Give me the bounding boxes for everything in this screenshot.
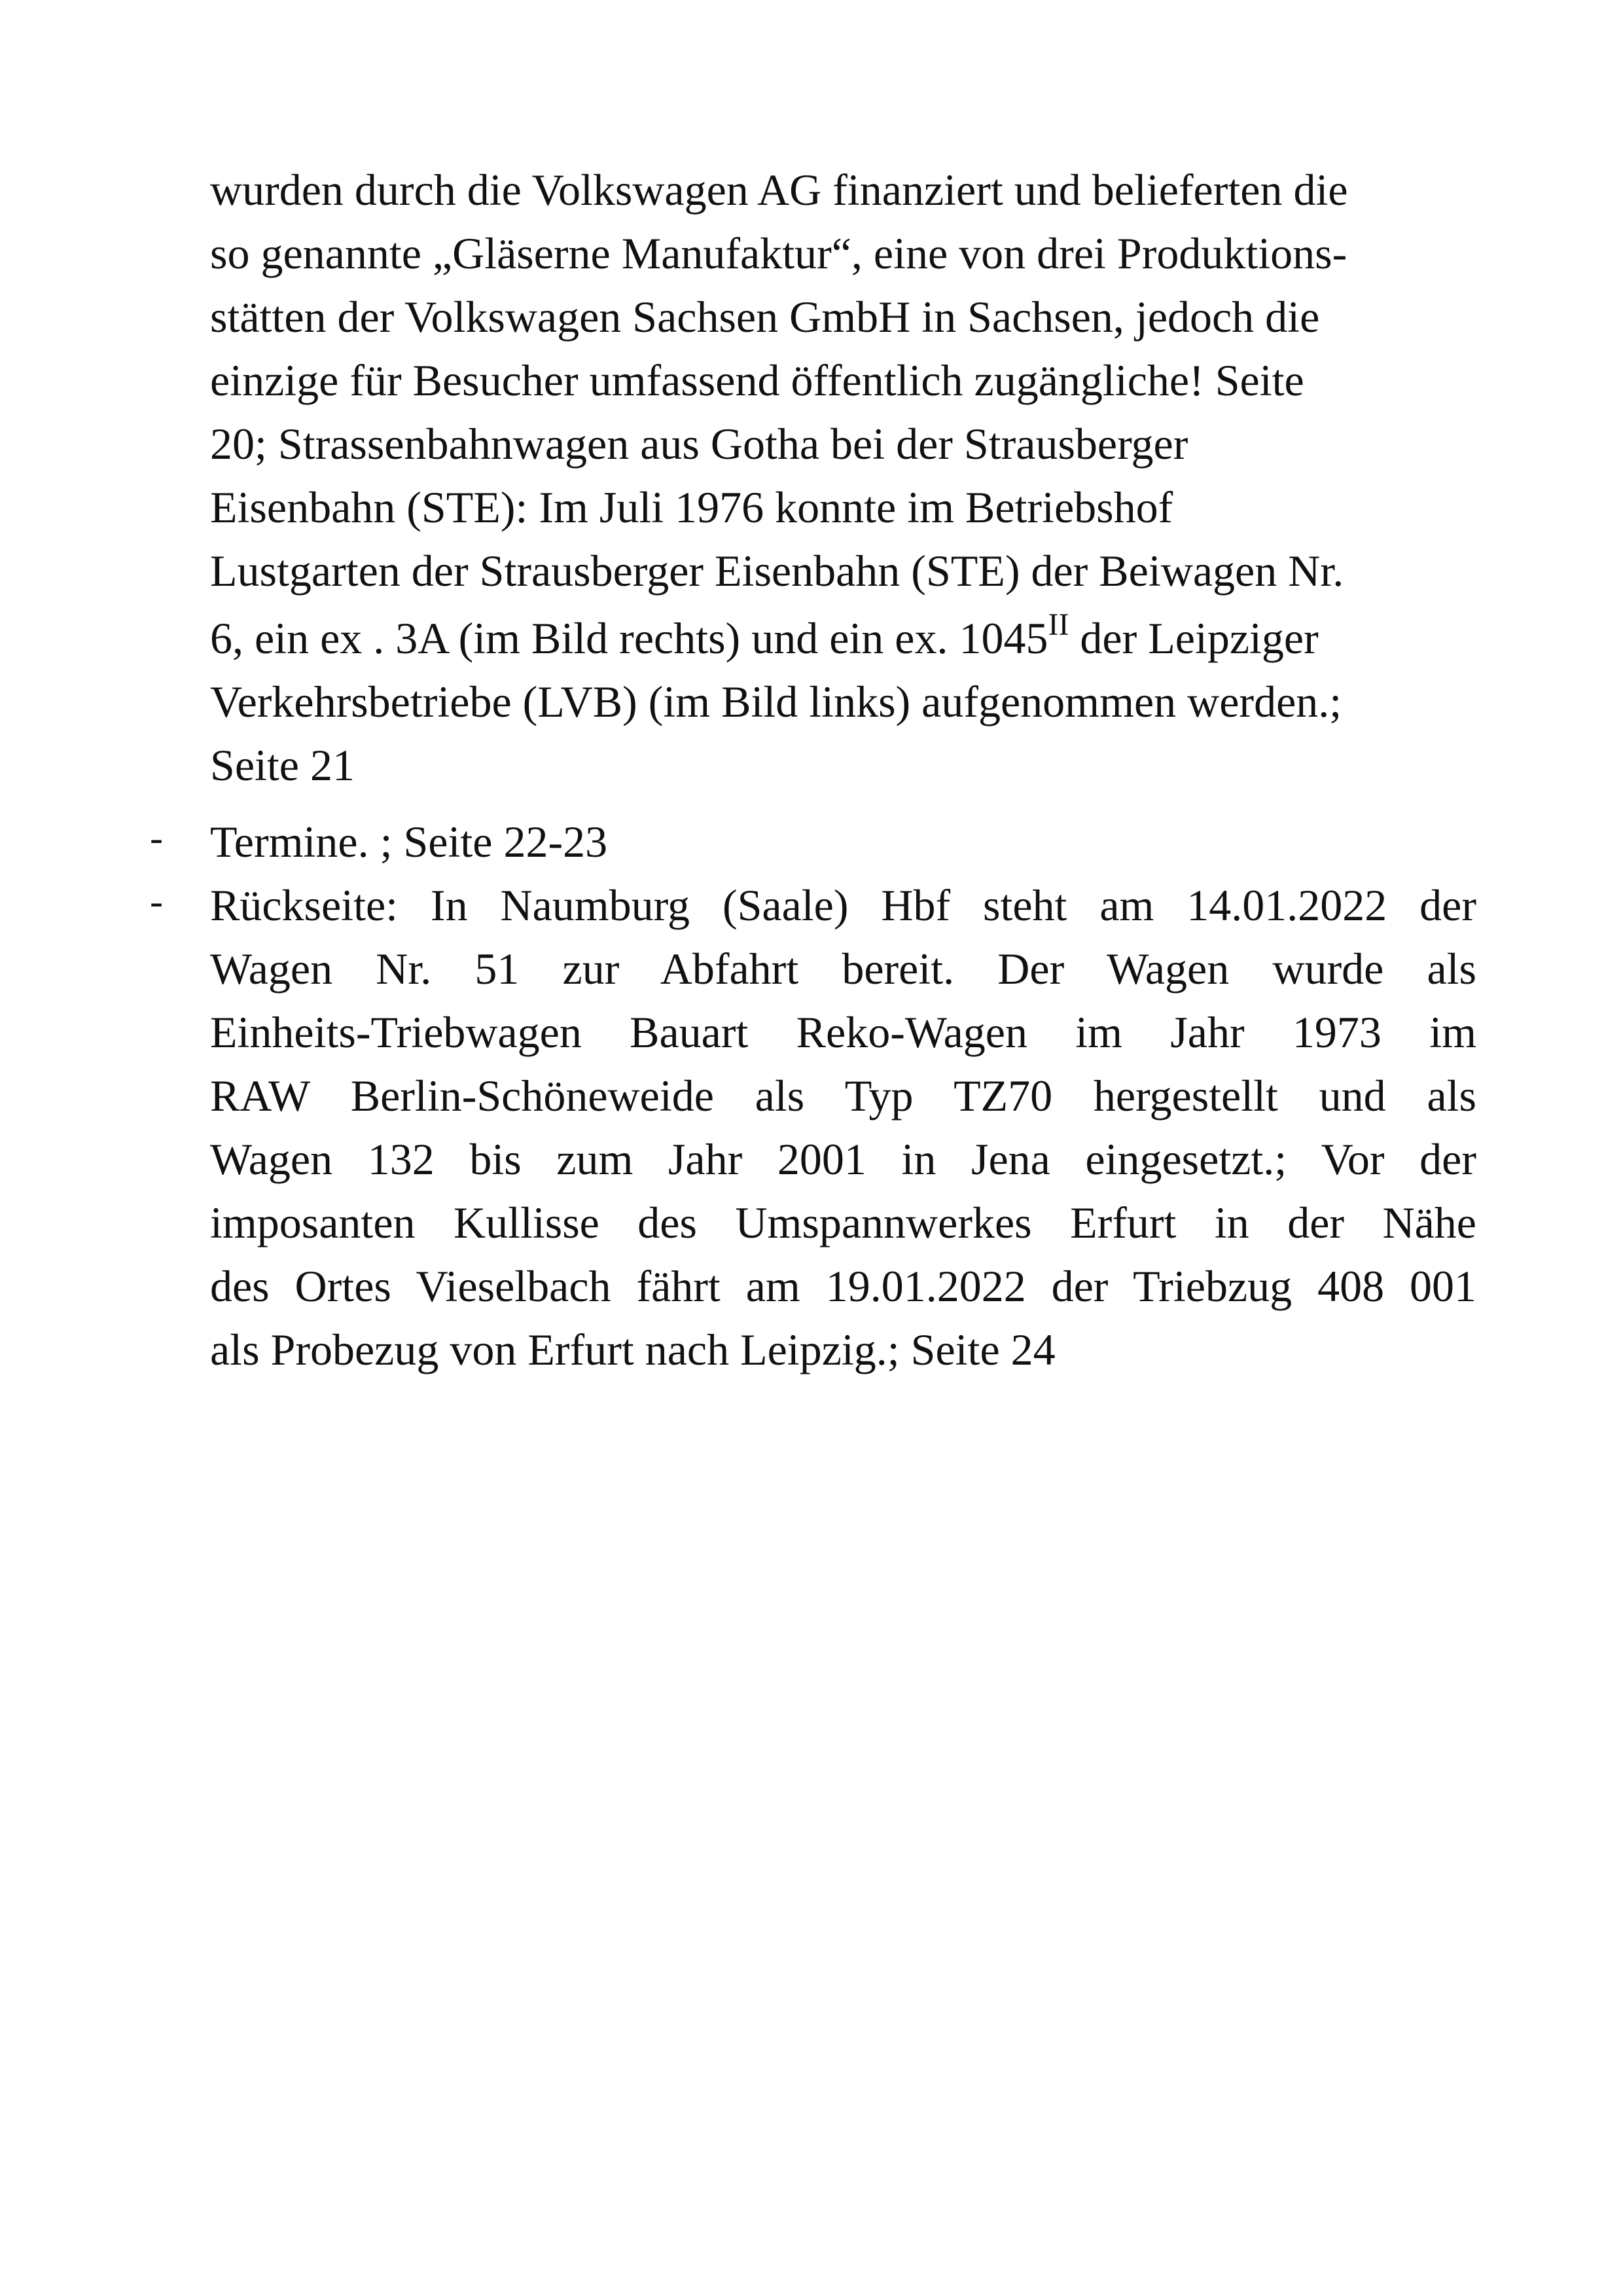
dash-bullet: - (150, 816, 163, 859)
text-line: Wagen Nr. 51 zur Abfahrt bereit. Der Wagen wurde als (210, 944, 1476, 994)
bullet-list (150, 810, 1476, 1382)
rueckseite-paragraph (210, 874, 1476, 1382)
intro-paragraph (210, 158, 1476, 797)
text-line: Wagen 132 bis zum Jahr 2001 in Jena eingesetzt.; Vor der (210, 1134, 1476, 1184)
list-item-rueckseite (150, 874, 1476, 1382)
text-line: Verkehrsbetriebe (LVB) (im Bild links) aufgenommen werden.; (210, 677, 1342, 726)
text-segment: 6, ein ex . 3A (im Bild rechts) und ein ex. 1045 (210, 613, 1048, 663)
text-line: Termine. ; Seite 22-23 (210, 817, 608, 867)
text-line: Lustgarten der Strausberger Eisenbahn (STE) der Beiwagen Nr. (210, 546, 1344, 596)
text-line: Eisenbahn (STE): Im Juli 1976 konnte im Betriebshof (210, 482, 1173, 532)
text-line: RAW Berlin-Schöneweide als Typ TZ70 hergestellt und als (210, 1071, 1476, 1121)
list-item-termine (150, 810, 1476, 874)
text-line: stätten der Volkswagen Sachsen GmbH in Sachsen, jedoch die (210, 292, 1320, 342)
text-line: 20; Strassenbahnwagen aus Gotha bei der Strausberger (210, 419, 1188, 469)
text-line: so genannte „Gläserne Manufaktur“, eine von drei Produktions- (210, 228, 1347, 278)
text-line: als Probezug von Erfurt nach Leipzig.; Seite 24 (210, 1325, 1056, 1374)
text-line-with-superscript (210, 607, 1476, 670)
text-line: wurden durch die Volkswagen AG finanziert und belieferten die (210, 165, 1348, 215)
text-line: Rückseite: In Naumburg (Saale) Hbf steht am 14.01.2022 der (210, 880, 1476, 930)
text-line: imposanten Kullisse des Umspannwerkes Erfurt in der Nähe (210, 1198, 1476, 1247)
superscript: II (1048, 607, 1069, 642)
text-segment: der Leipziger (1069, 613, 1319, 663)
text-line: einzige für Besucher umfassend öffentlich zugängliche! Seite (210, 355, 1304, 405)
text-line: Seite 21 (210, 740, 355, 790)
dash-bullet: - (150, 880, 163, 923)
text-line: Einheits-Triebwagen Bauart Reko-Wagen im Jahr 1973 im (210, 1007, 1476, 1057)
text-line: des Ortes Vieselbach fährt am 19.01.2022 der Triebzug 408 001 (210, 1261, 1476, 1311)
